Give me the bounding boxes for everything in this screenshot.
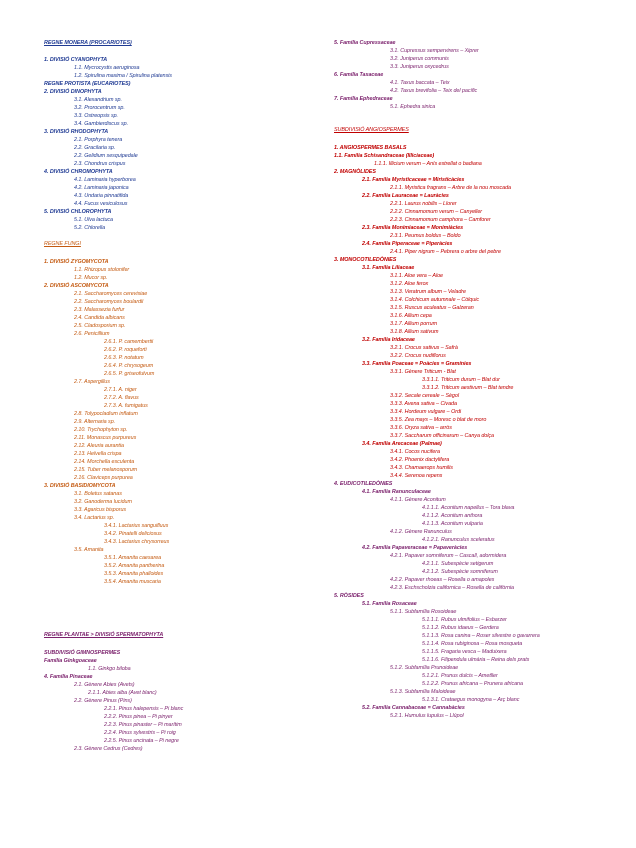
heading-line: 5.2. Família Cannabaceae = Cannabàcies <box>362 705 465 711</box>
taxon-line: 3.1.1. Aloe vera – Aloe <box>390 273 443 279</box>
taxon-line: 5.1.1.4. Rosa rubiginosa – Rosa mosqueta <box>422 641 523 647</box>
taxon-line: 3.1.8. Allium sativum <box>390 329 439 335</box>
taxon-line: 5.2. Chlorella <box>74 225 106 231</box>
heading-line: 2. DIVISIÓ ASCOMYCOTA <box>44 283 109 289</box>
taxon-line: 3.1. Alexandrium sp. <box>74 97 122 103</box>
taxon-line: 4.1. Laminaria hyperborea <box>74 177 136 183</box>
taxon-line: 2.2.4. Pinus sylvestris – Pi roig <box>104 730 176 736</box>
taxon-line: 2.1. Gènere Abies (Avets) <box>74 682 135 688</box>
taxon-line: 4.2.1. Papaver somniferum – Cascall, adormidera <box>390 553 507 559</box>
heading-line: REGNE PROTISTA (EUCARIOTES) <box>44 81 131 87</box>
taxon-line: 3.4.1. Lactarius sanguifluus <box>104 523 169 529</box>
heading-line: 2.1. Família Myristicaceae = Miristicàcies <box>362 177 465 183</box>
heading-line: 4. EUDICOTILEDÒNIES <box>334 481 393 487</box>
heading-line: SUBDIVISIÓ GIMNOSPERMES <box>44 650 121 656</box>
taxon-line: 3.2.1. Crocus sativus – Safrà <box>390 345 458 351</box>
taxon-line: 4.2.2. Papaver rhoeas – Rosella o amapoles <box>390 577 495 583</box>
heading-line: 3.1. Família Liliaceae <box>362 265 415 271</box>
taxon-line: 5.1. Ephedra sinica <box>390 104 436 110</box>
taxon-line: 4.2.3. Eschscholzia californica – Rosella de califòrnia <box>390 585 514 591</box>
taxon-line: 3.1.6. Allium cepa <box>390 313 432 319</box>
heading-line: 1.1. Família Schisandraceae (Illiciaceae) <box>334 153 435 159</box>
taxon-line: 2.2. Gènere Pinus (Pins) <box>74 698 132 704</box>
taxon-line: 3.2. Juniperus communis <box>390 56 449 62</box>
taxon-line: 3.5.4. Amanita muscaria <box>104 579 161 585</box>
heading-line: 3.4. Família Arecaceae (Palmae) <box>362 441 442 447</box>
taxon-line: 2.7. Aspergillus <box>74 379 110 385</box>
taxon-line: 2.6.1. P. camembertii <box>104 339 154 345</box>
heading-line: Família Ginkgoaceae <box>44 658 97 664</box>
taxon-line: 1.1. Rhizopus stolonifer <box>74 267 130 273</box>
taxon-line: 2.6.3. P. notatum <box>104 355 144 361</box>
taxon-line: 2.2.3. Pinus pinaster – Pi marítim <box>104 722 182 728</box>
taxon-line: 2.15. Tuber melanosporum <box>74 467 138 473</box>
taxon-line: 5.1.1. Subfamília Rosoideae <box>390 609 457 615</box>
taxon-line: 1.2. Mucor sp. <box>74 275 108 281</box>
taxon-line: 3.1.5. Ruscus aculeatus – Galzeran <box>390 305 474 311</box>
heading-line: 2. MAGNÒLIDES <box>334 169 376 175</box>
taxon-line: 2.2.5. Pinus uncinata – Pi negre <box>104 738 179 744</box>
heading-line: 1. DIVISIÓ CYANOPHYTA <box>44 57 108 63</box>
heading-line: 6. Família Taxaceae <box>334 72 384 78</box>
taxon-line: 3.3.1. Gènere Triticum - Blat <box>390 369 456 375</box>
heading-line: 4.2. Família Papaveraceae = Papaveràcies <box>362 545 468 551</box>
taxon-line: 2.2.1. Laurus nobilis – Llorer <box>390 201 457 207</box>
taxon-line: 3.5.2. Amanita pantherina <box>104 563 165 569</box>
taxon-line: 2.8. Tolypocladium inflatum <box>74 411 138 417</box>
taxon-line: 2.6.4. P. chrysogeum <box>104 363 154 369</box>
taxon-line: 4.1.1. Gènere Aconitum <box>390 497 446 503</box>
heading-line: 1. DIVISIÓ ZYGOMYCOTA <box>44 259 109 265</box>
taxon-line: 2.1.1. Abies alba (Avet blanc) <box>88 690 157 696</box>
taxon-line: 2.10. Trychophyton sp. <box>74 427 128 433</box>
taxon-line: 2.5. Cladosporium sp. <box>74 323 126 329</box>
taxon-line: 3.3.1.1. Triticum durum – Blat dur <box>422 377 500 383</box>
taxon-line: 5.1.1.3. Rosa canina – Roser silvestre o gavarrera <box>422 633 540 639</box>
heading-line: 1. ANGIOSPERMES BASALS <box>334 145 407 151</box>
taxon-line: 2.2.2. Pinus pinea – Pi pinyer <box>104 714 173 720</box>
taxon-line: 3.1.7. Allium porrum <box>390 321 438 327</box>
heading-line: 7. Família Ephedraceae <box>334 96 393 102</box>
taxon-line: 2.11. Monascus purpureus <box>74 435 137 441</box>
heading-line: 5. RÒSIDES <box>334 593 364 599</box>
heading-line: 2.4. Família Piperaceae = Piperàcies <box>362 241 453 247</box>
taxon-line: 2.2. Gelidium sesquipedale <box>74 153 138 159</box>
taxon-line: 2.1. Saccharomyces cerevisiae <box>74 291 148 297</box>
heading-line: 3. MONOCOTILEDÒNIES <box>334 257 397 263</box>
heading-line: 2.2. Família Lauraceae = Lauràcies <box>362 193 449 199</box>
taxon-line: 3.4. Lactarius sp. <box>74 515 115 521</box>
taxon-line: 3.3.3. Avena sativa – Civada <box>390 401 457 407</box>
heading-line: 4. DIVISIÓ CHROMOPHYTA <box>44 169 113 175</box>
taxon-line: 3.1. Boletus satanas <box>74 491 122 497</box>
heading-line: SUBDIVISIÓ ANGIOSPERMES <box>334 127 409 133</box>
taxon-line: 2.3. Gènere Cedrus (Cedres) <box>74 746 143 752</box>
taxon-line: 3.3. Agaricus bisporus <box>74 507 127 513</box>
taxon-line: 3.5.1. Amanita caesarea <box>104 555 162 561</box>
taxon-line: 2.9. Alternaria sp. <box>74 419 116 425</box>
taxon-line: 3.4.1. Cocos nucifera <box>390 449 440 455</box>
heading-line: REGNE PLANTAE > DIVISIÓ SPERMATOPHYTA <box>44 632 164 638</box>
heading-line: 3. DIVISIÓ BASIDIOMYCOTA <box>44 483 116 489</box>
heading-line: 5. Família Cupressaceae <box>334 40 396 46</box>
taxon-line: 4.2.1.2. Subespècie somniferum <box>422 569 498 575</box>
taxon-line: 5.1.1.2. Rubus idaeus – Gerdera <box>422 625 499 631</box>
taxon-line: 2.2.3. Cinnamomum camphora – Camforer <box>390 217 491 223</box>
heading-line: 5.1. Família Rosaceae <box>362 601 417 607</box>
taxon-line: 4.1.1.3. Aconitum vulparia <box>422 521 483 527</box>
taxon-line: 2.6. Penicillium <box>74 331 110 337</box>
taxon-line: 4.1.1.1. Aconitum napellus – Tora blava <box>422 505 515 511</box>
taxon-line: 5.1.1.1. Rubus ulmifolius – Esbarzer <box>422 617 507 623</box>
taxon-line: 2.3. Chondrus crispus <box>74 161 126 167</box>
taxon-line: 4.1.2.1. Ranunculus sceleratus <box>422 537 495 543</box>
heading-line: 3. DIVISIÓ RHODOPHYTA <box>44 129 109 135</box>
taxon-line: 3.4.3. Chamaerops humilis <box>390 465 453 471</box>
taxon-line: 3.3.6. Oryza sativa – arròs <box>390 425 452 431</box>
taxon-line: 3.5. Amanita <box>74 547 104 553</box>
taxon-line: 2.13. Helvella crispa <box>74 451 122 457</box>
heading-line: 2. DIVISIÓ DINOPHYTA <box>44 89 102 95</box>
heading-line: 2.3. Família Monimiaceae = Monimiàcies <box>362 225 464 231</box>
taxon-line: 3.4.3. Lactarius chrysorreus <box>104 539 170 545</box>
taxon-line: 5.1.1.6. Filipendula ulmària – Reina dels prats <box>422 657 530 663</box>
taxon-line: 3.3.2. Secale cereale – Sègol <box>390 393 459 399</box>
taxon-line: 3.5.3. Amanita phalloides <box>104 571 164 577</box>
taxon-line: 3.3.7. Saccharum officinarum – Canya dolça <box>390 433 494 439</box>
taxon-line: 2.3. Malassezia furfur <box>74 307 125 313</box>
taxon-line: 5.1.2. Subfamília Prunoideae <box>390 665 459 671</box>
taxon-line: 4.4. Fucus vesiculosus <box>74 201 128 207</box>
taxon-line: 5.1.1.5. Fragaria vesca – Maduixera <box>422 649 507 655</box>
taxon-line: 3.4.2. Pinatelli deliciosus <box>104 531 162 537</box>
taxon-line: 1.2. Spirulina maxima / Spirulina platensis <box>74 73 172 79</box>
taxon-line: 2.7.3. A. fumigatus <box>104 403 148 409</box>
taxon-line: 5.1. Ulva lactuca <box>74 217 114 223</box>
taxon-line: 2.7.1. A. niger <box>104 387 137 393</box>
taxon-line: 5.1.2.1. Prunus dulcis – Ametller <box>422 673 498 679</box>
taxon-line: 2.6.5. P. griseofulvum <box>104 371 155 377</box>
taxon-line: 3.3.1.2. Triticum aestivum – Blat tendre <box>422 385 514 391</box>
heading-line: REGNE FUNGI <box>44 241 81 247</box>
taxon-line: 3.1. Cupressus sempervirens – Xiprer <box>390 48 479 54</box>
taxon-line: 4.1. Taxus baccata – Teix <box>390 80 450 86</box>
taxon-line: 3.3.5. Zea mays – Moresc o blat de moro <box>390 417 487 423</box>
taxon-line: 3.3.4. Hordeum vulgare – Ordi <box>390 409 462 415</box>
taxon-line: 2.1. Porphyra tenera <box>74 137 123 143</box>
taxon-line: 2.2.2. Cinnamomum verum – Canyeller <box>390 209 483 215</box>
taxon-line: 2.2.1. Pinus halepensis – Pi blanc <box>104 706 184 712</box>
taxon-line: 5.1.2.2. Prunus africana – Prunera africana <box>422 681 523 687</box>
taxon-line: 2.1.1. Myristica fragrans – Arbre de la nou moscada <box>390 185 511 191</box>
taxon-line: 4.1.1.2. Aconitum anthora <box>422 513 483 519</box>
taxon-line: 3.1.2. Aloe ferox <box>390 281 429 287</box>
heading-line: 3.3. Família Poaceae = Poàcies = Gramínies <box>362 361 472 367</box>
taxon-line: 4.1.2. Gènere Ranunculus <box>390 529 452 535</box>
taxon-line: 3.1.4. Colchicum autumnale – Còlquic <box>390 297 479 303</box>
heading-line: 4. Família Pinaceae <box>44 674 93 680</box>
taxon-line: 3.2. Ganoderma lucidum <box>74 499 132 505</box>
taxon-line: 3.4.4. Serenoa repens <box>390 473 443 479</box>
taxon-line: 2.4. Candida albicans <box>74 315 125 321</box>
taxon-line: 2.2. Gracilaria sp. <box>74 145 116 151</box>
taxon-line: 5.2.1. Humulus lupulus – Llúpol <box>390 713 464 719</box>
heading-line: 4.1. Família Ranunculaceae <box>362 489 431 495</box>
taxon-line: 2.6.2. P. roqueforti <box>104 347 147 353</box>
taxon-line: 3.1.3. Veratrum album – Veladre <box>390 289 466 295</box>
taxon-line: 5.1.3.1. Crataegus monogyna – Arç blanc <box>422 697 520 703</box>
taxon-line: 4.2. Taxus brevifolia – Teix del pacífic <box>390 88 478 94</box>
taxon-line: 4.2. Laminaria japonica <box>74 185 129 191</box>
taxon-line: 3.2.2. Crocus nudiflorus <box>390 353 446 359</box>
taxon-line: 3.4. Gambierdiscus sp. <box>74 121 129 127</box>
taxon-line: 4.3. Undaria pinnatifida <box>74 193 129 199</box>
taxon-line: 3.3. Ostreopsis sp. <box>74 113 118 119</box>
heading-line: 5. DIVISIÓ CHLOROPHYTA <box>44 209 112 215</box>
taxon-line: 2.4.1. Piper nigrum – Pebrera o arbre del pebre <box>390 249 501 255</box>
taxon-line: 3.4.2. Phoenix dactylifera <box>390 457 450 463</box>
taxon-line: 2.3.1. Peumus boldus – Boldo <box>390 233 461 239</box>
taxon-line: 2.14. Morchella esculenta <box>74 459 135 465</box>
taxon-line: 3.2. Prorocentrum sp. <box>74 105 125 111</box>
taxon-line: 1.1.1. Illicium verum – Anís estrellat o badiana <box>374 161 482 167</box>
taxon-line: 2.2. Saccharomyces boulardii <box>74 299 144 305</box>
taxon-line: 2.12. Aleuria aurantia <box>74 443 124 449</box>
taxon-line: 2.16. Claviceps purpurea <box>74 475 133 481</box>
taxon-line: 5.1.3. Subfamília Maloideae <box>390 689 456 695</box>
heading-line: 3.2. Família Iridaceae <box>362 337 415 343</box>
taxon-line: 1.1. Mycrocystis aeruginosa <box>74 65 140 71</box>
taxon-line: 2.7.2. A. flavus <box>104 395 139 401</box>
taxon-line: 1.1. Ginkgo biloba <box>88 666 131 672</box>
heading-line: REGNE MONERA (PROCARIOTES) <box>44 40 132 46</box>
taxon-line: 3.3. Juniperus oxycedrus <box>390 64 449 70</box>
taxon-line: 4.2.1.1. Subespècie setigerum <box>422 561 494 567</box>
